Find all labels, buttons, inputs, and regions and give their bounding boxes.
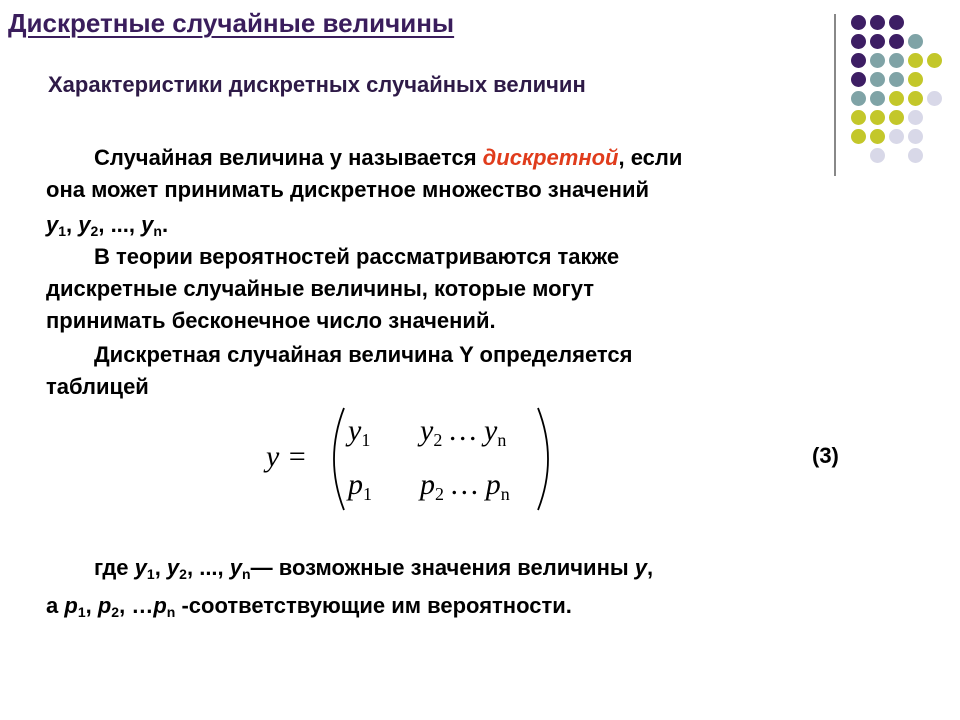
text-run: — возможные значения величины: [250, 555, 635, 580]
var-y: у: [134, 555, 147, 580]
right-paren: [532, 404, 562, 514]
separator: ,: [217, 555, 230, 580]
separator: ,: [98, 212, 111, 237]
slide-subtitle: Характеристики дискретных случайных величин: [48, 72, 586, 97]
text-run: , если: [618, 145, 683, 170]
text-line: [46, 590, 846, 622]
subscript: 2: [111, 604, 120, 620]
deco-dot: [851, 34, 866, 49]
deco-dot: [870, 15, 885, 30]
deco-dot: [870, 148, 885, 163]
matrix-cell: $p_1$: [348, 468, 372, 504]
deco-dot: [889, 91, 904, 106]
text-run: -соответствующие им вероятности.: [175, 593, 572, 618]
subscript: 1: [146, 566, 155, 582]
deco-dot: [870, 72, 885, 87]
var-p: р: [153, 593, 167, 618]
values-line: [46, 209, 846, 241]
slide-title: Дискретные случайные величины: [8, 8, 455, 38]
ellipsis: ...: [199, 555, 218, 580]
ellipsis: ...: [110, 212, 129, 237]
var-y: у: [46, 212, 59, 237]
var-p: р: [64, 593, 78, 618]
text-line: дискретные случайные величины, которые могут: [46, 276, 594, 301]
subscript: n: [166, 604, 176, 620]
left-paren: [320, 404, 350, 514]
text-line: [46, 552, 846, 584]
var-y: у: [78, 212, 91, 237]
text-line: [46, 142, 846, 174]
paragraph-table-def: [46, 339, 846, 403]
deco-dot: [908, 91, 923, 106]
separator: ,: [186, 555, 200, 580]
var-y: у: [229, 555, 243, 580]
separator: ,: [85, 593, 98, 618]
subscript: 1: [58, 223, 67, 239]
text-run: а: [46, 593, 65, 618]
text-run: где: [94, 555, 135, 580]
deco-dot: [851, 129, 866, 144]
deco-dot: [851, 72, 866, 87]
deco-dot: [851, 15, 866, 30]
deco-dot: [927, 53, 942, 68]
text-run: Случайная величина у называется: [94, 145, 483, 170]
separator: ,: [154, 555, 167, 580]
deco-dot: [889, 72, 904, 87]
deco-dot: [908, 72, 923, 87]
subscript: n: [242, 566, 251, 582]
distribution-formula: [262, 404, 562, 514]
deco-dot: [851, 91, 866, 106]
text-run: Дискретная случайная величина Y определяется: [94, 342, 633, 367]
deco-dot: [908, 129, 923, 144]
emphasis-term: дискретной: [482, 145, 619, 170]
deco-dot: [870, 91, 885, 106]
deco-dot: [889, 53, 904, 68]
text-line: [46, 339, 846, 371]
var-y: у: [634, 555, 648, 580]
subscript: n: [153, 223, 162, 239]
subscript: 2: [179, 566, 187, 582]
matrix-cell: $y_1$: [348, 414, 371, 450]
deco-dot: [851, 53, 866, 68]
text-run: В теории вероятностей рассматриваются также: [94, 244, 620, 269]
deco-dot: [870, 53, 885, 68]
separator: ,: [66, 212, 79, 237]
subscript: 2: [90, 223, 99, 239]
text-run: ,: [647, 555, 654, 580]
var-y: у: [166, 555, 180, 580]
var-p: р: [97, 593, 112, 618]
deco-dot: [908, 148, 923, 163]
deco-dot: [870, 129, 885, 144]
text-line: принимать бесконечное число значений.: [46, 308, 496, 333]
equation-number: (3): [812, 443, 839, 468]
ellipsis: …: [131, 593, 154, 618]
matrix-cell: $p_2$ … $p_n$: [420, 468, 510, 504]
deco-dot: [908, 34, 923, 49]
matrix-cell: $y_2$ … $y_n$: [420, 414, 507, 450]
subscript: 1: [77, 604, 86, 620]
period: .: [161, 212, 169, 237]
deco-dot: [889, 110, 904, 125]
deco-dot: [889, 129, 904, 144]
deco-dot: [908, 53, 923, 68]
deco-dot: [927, 91, 942, 106]
deco-dot: [851, 110, 866, 125]
var-y: у: [141, 212, 154, 237]
deco-dot: [870, 34, 885, 49]
paragraph-where: [46, 552, 846, 622]
text-line: она может принимать дискретное множество значений: [46, 177, 650, 202]
deco-dot: [889, 34, 904, 49]
deco-dot: [889, 15, 904, 30]
formula-lhs: y =: [266, 440, 308, 473]
separator: ,: [128, 212, 142, 237]
deco-dot: [870, 110, 885, 125]
paragraph-infinite: [46, 241, 846, 337]
text-line: таблицей: [46, 374, 149, 399]
separator: ,: [119, 593, 132, 618]
text-line: [46, 241, 846, 273]
deco-dot: [908, 110, 923, 125]
paragraph-definition: [46, 142, 846, 241]
